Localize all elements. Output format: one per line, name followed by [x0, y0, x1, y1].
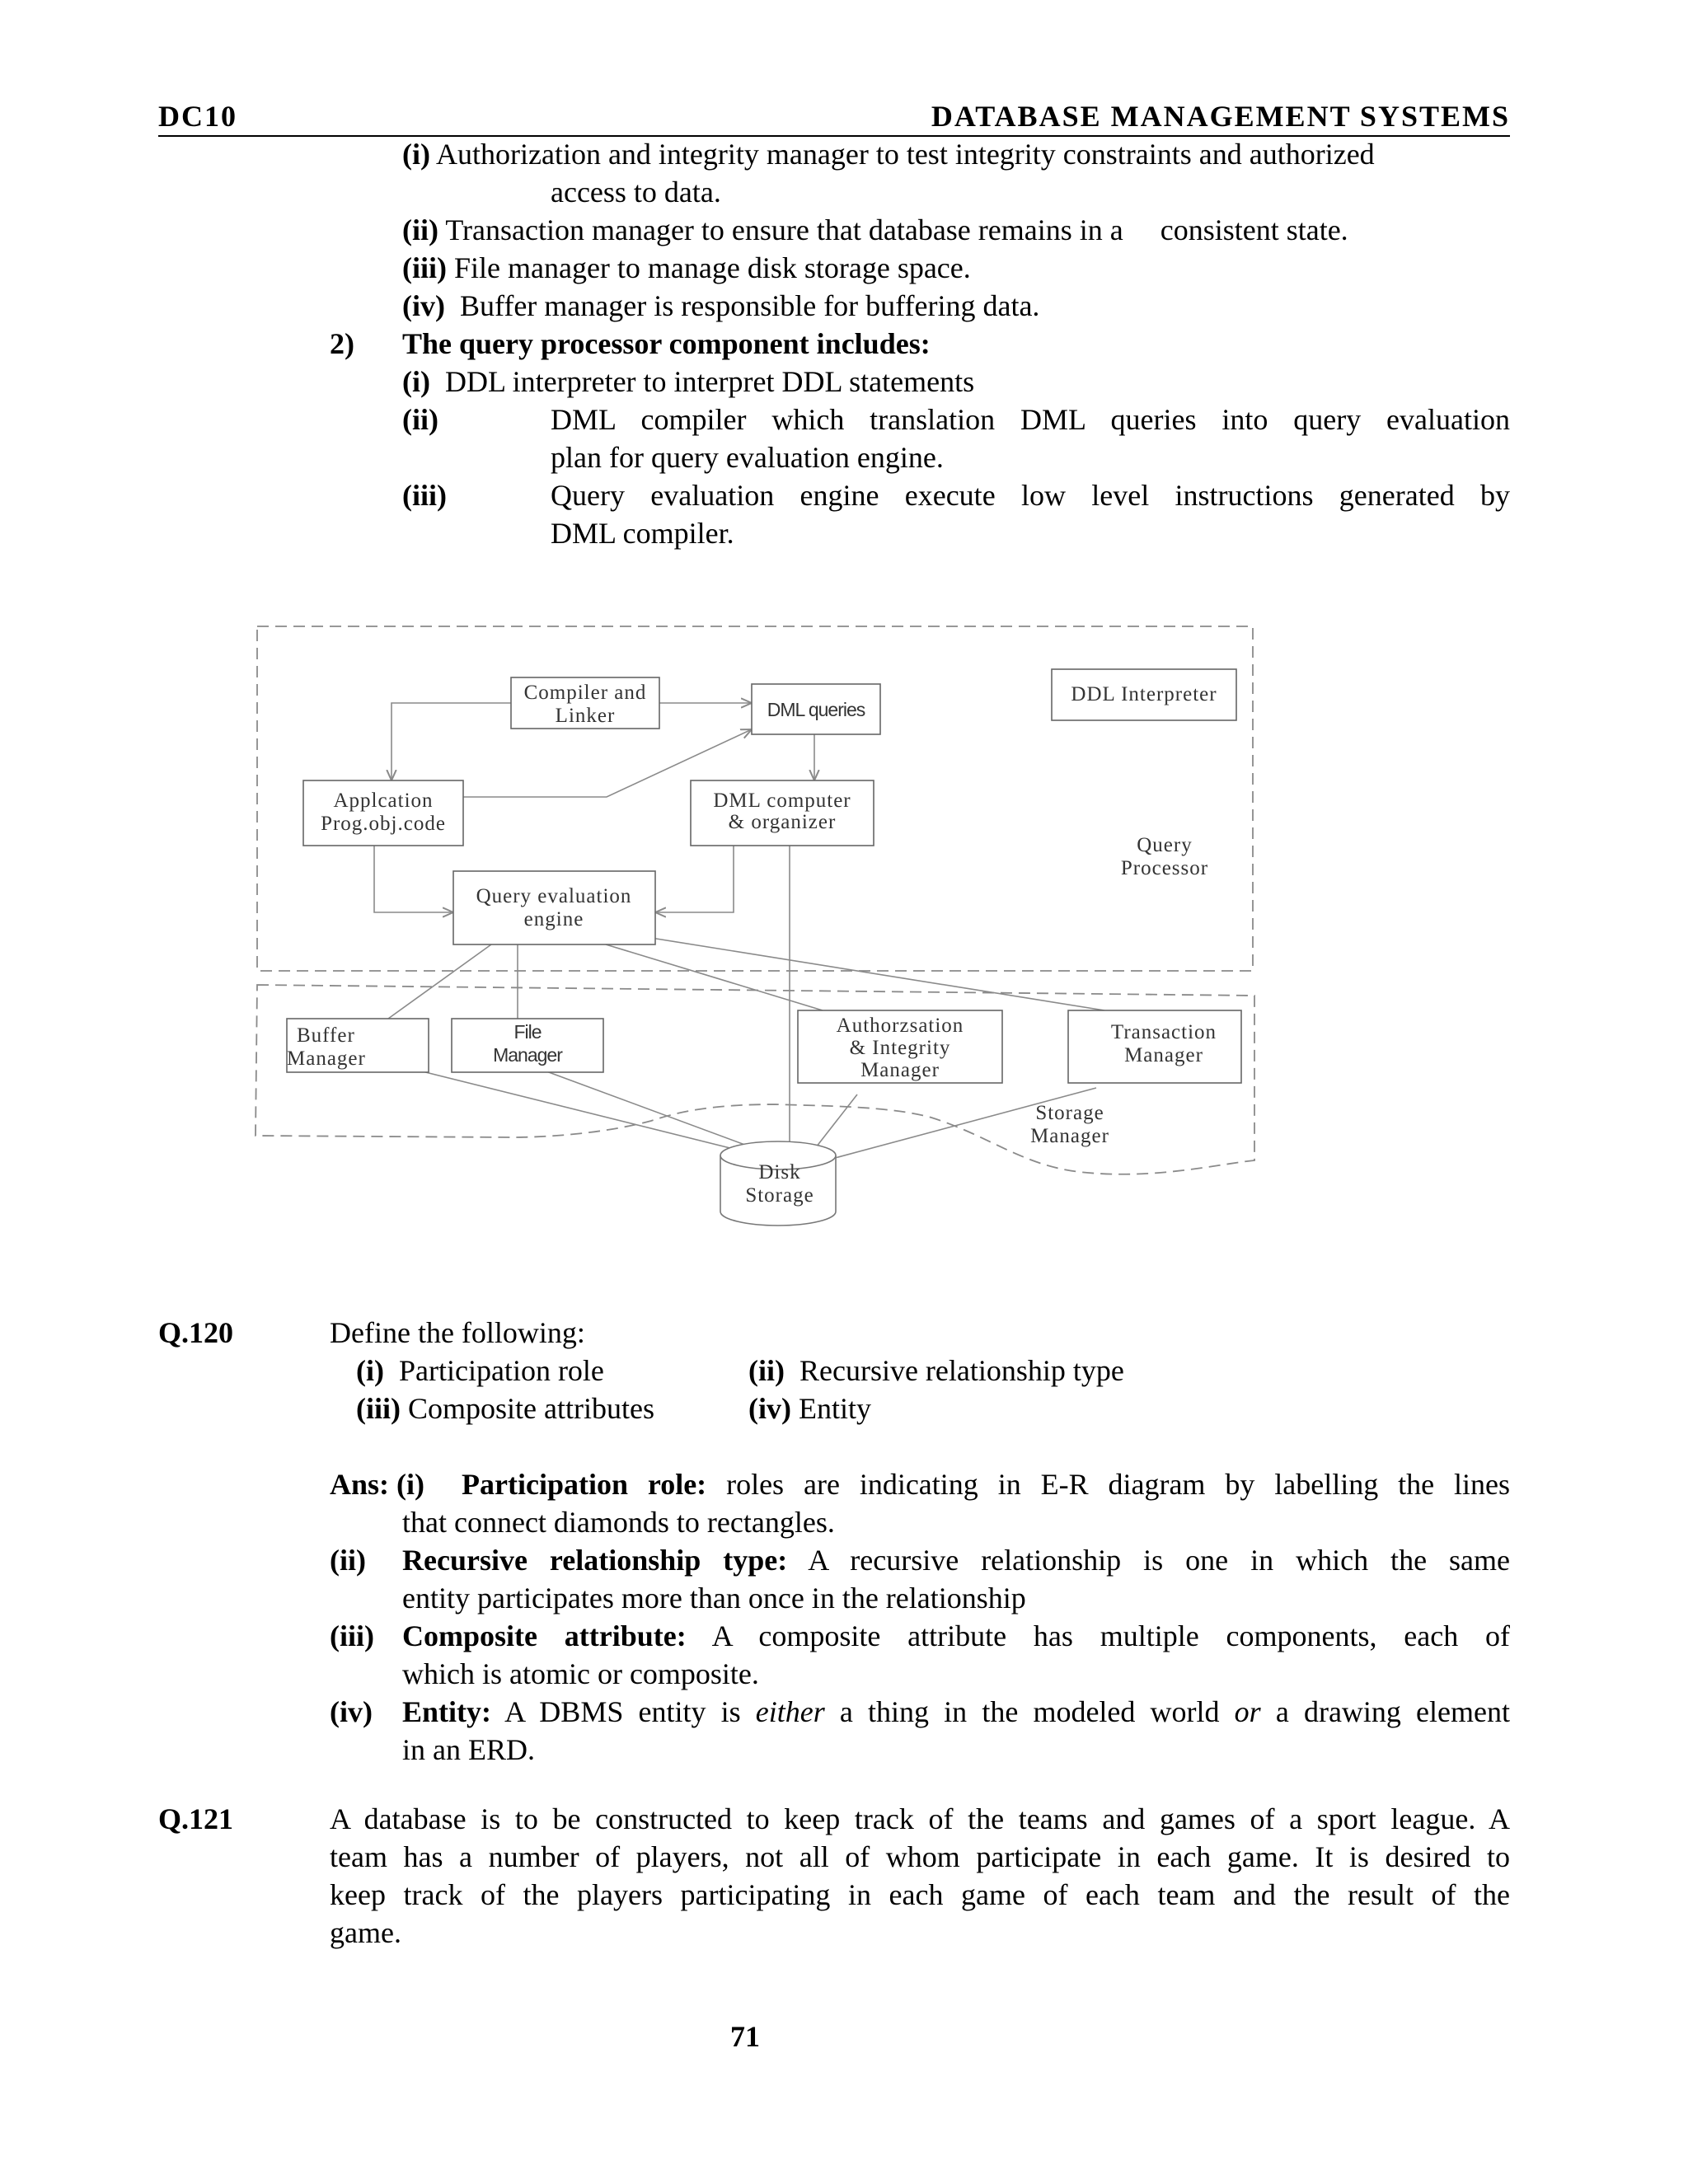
application-label-1: Applcation: [333, 790, 434, 812]
arrow-compiler-to-app: [392, 703, 511, 780]
answer-1-cont: that connect diamonds to rectangles.: [402, 1506, 835, 1539]
line-file-to-disk: [518, 1061, 765, 1152]
q121-label: Q.121: [158, 1802, 234, 1835]
query-item-2-cont: plan for query evaluation engine.: [551, 441, 944, 474]
answer-3-cont: which is atomic or composite.: [402, 1657, 759, 1690]
transaction-manager-label-2: Manager: [1124, 1044, 1203, 1066]
q121-line-2: team has a number of players, not all of whom participate in each game. It is desired to: [330, 1840, 1510, 1873]
query-processor-label-2: Processor: [1120, 857, 1209, 879]
ddl-interpreter-label: DDL Interpreter: [1071, 683, 1217, 705]
query-evaluation-label-2: engine: [523, 908, 584, 930]
query-item-3-text: Query evaluation engine execute low level instructions generated by: [551, 479, 1510, 512]
query-item-1: (i) DDL interpreter to interpret DDL statements: [402, 365, 975, 398]
arrow-dml-computer-to-query-eval: [655, 846, 734, 912]
storage-manager-label-2: Manager: [1030, 1125, 1109, 1147]
storage-item-1-cont: access to data.: [551, 176, 721, 209]
buffer-manager-label-2: Manager: [287, 1047, 366, 1070]
dml-computer-label-1: DML computer: [713, 790, 851, 812]
q120-term-3: (iii) Composite attributes: [356, 1392, 654, 1425]
dml-computer-label-2: & organizer: [728, 811, 837, 833]
file-manager-label-2: Manager: [493, 1044, 562, 1066]
answer-4-cont: in an ERD.: [402, 1733, 535, 1766]
buffer-manager-label-1: Buffer: [297, 1024, 355, 1047]
line-query-eval-to-buffer: [388, 944, 491, 1019]
storage-item-2: (ii) Transaction manager to ensure that database remains in a consistent state.: [402, 213, 1348, 246]
disk-storage-cylinder: [720, 1141, 836, 1226]
storage-item-1: (i) Authorization and integrity manager to test integrity constraints and authorized: [402, 138, 1375, 171]
page-header: [158, 99, 1510, 137]
q120-term-2: (ii) Recursive relationship type: [748, 1354, 1124, 1387]
authorization-manager-label-2: & Integrity: [849, 1037, 951, 1059]
answer-2-text: Recursive relationship type: A recursive relationship is one in which the same: [402, 1544, 1510, 1577]
q121-line-4: game.: [330, 1916, 401, 1949]
disk-storage-label-2: Storage: [745, 1184, 814, 1207]
storage-manager-label-1: Storage: [1035, 1102, 1104, 1124]
compiler-linker-label-2: Linker: [555, 705, 616, 727]
authorization-manager-label-1: Authorzsation: [836, 1015, 964, 1037]
answer-1-text: Participation role: roles are indicating in E-R diagram by labelling the lines: [462, 1468, 1510, 1501]
line-transaction-to-disk: [826, 1088, 1096, 1160]
dml-queries-label: DML queries: [767, 699, 865, 720]
query-evaluation-label-1: Query evaluation: [476, 885, 632, 907]
disk-storage-label-1: Disk: [758, 1161, 801, 1183]
authorization-manager-label-3: Manager: [860, 1059, 940, 1081]
transaction-manager-label-1: Transaction: [1110, 1021, 1217, 1043]
answer-4-lead: (iv): [330, 1695, 373, 1728]
answer-3-text: Composite attribute: A composite attribute has multiple components, each of: [402, 1619, 1510, 1652]
answer-4-text: Entity: A DBMS entity is either a thing in the modeled world or a drawing element: [402, 1695, 1510, 1728]
query-item-3-number: (iii): [402, 479, 447, 512]
q120-prompt: Define the following:: [330, 1316, 585, 1349]
line-query-eval-to-transaction: [651, 938, 1104, 1010]
query-section-number: 2): [330, 327, 354, 360]
storage-item-4: (iv) Buffer manager is responsible for buffering data.: [402, 289, 1040, 322]
application-label-2: Prog.obj.code: [321, 813, 446, 835]
answer-3-lead: (iii): [330, 1619, 374, 1652]
q120-label: Q.120: [158, 1316, 234, 1349]
dbms-architecture-diagram: [247, 618, 1286, 1244]
header-title: DATABASE MANAGEMENT SYSTEMS: [931, 100, 1510, 133]
query-processor-label-1: Query: [1137, 834, 1193, 856]
page-number: 71: [730, 2020, 760, 2053]
header-code: DC10: [158, 100, 237, 133]
arrow-app-to-query-eval: [374, 846, 453, 912]
storage-item-3: (iii) File manager to manage disk storage space.: [402, 251, 971, 284]
query-item-2-text: DML compiler which translation DML queries into query evaluation: [551, 403, 1510, 436]
answer-2-cont: entity participates more than once in the relationship: [402, 1582, 1026, 1615]
answer-1-lead: Ans: (i): [330, 1468, 424, 1501]
query-section-heading: The query processor component includes:: [402, 327, 931, 360]
q121-line-3: keep track of the players participating in each game of each team and the result of the: [330, 1878, 1510, 1911]
q120-term-1: (i) Participation role: [356, 1354, 604, 1387]
query-item-3-cont: DML compiler.: [551, 517, 734, 550]
compiler-linker-label-1: Compiler and: [523, 682, 647, 704]
q121-line-1: A database is to be constructed to keep track of the teams and games of a sport league. A: [330, 1802, 1510, 1835]
answer-2-lead: (ii): [330, 1544, 366, 1577]
q120-term-4: (iv) Entity: [748, 1392, 871, 1425]
query-item-2-number: (ii): [402, 403, 438, 436]
file-manager-label-1: File: [513, 1021, 542, 1043]
